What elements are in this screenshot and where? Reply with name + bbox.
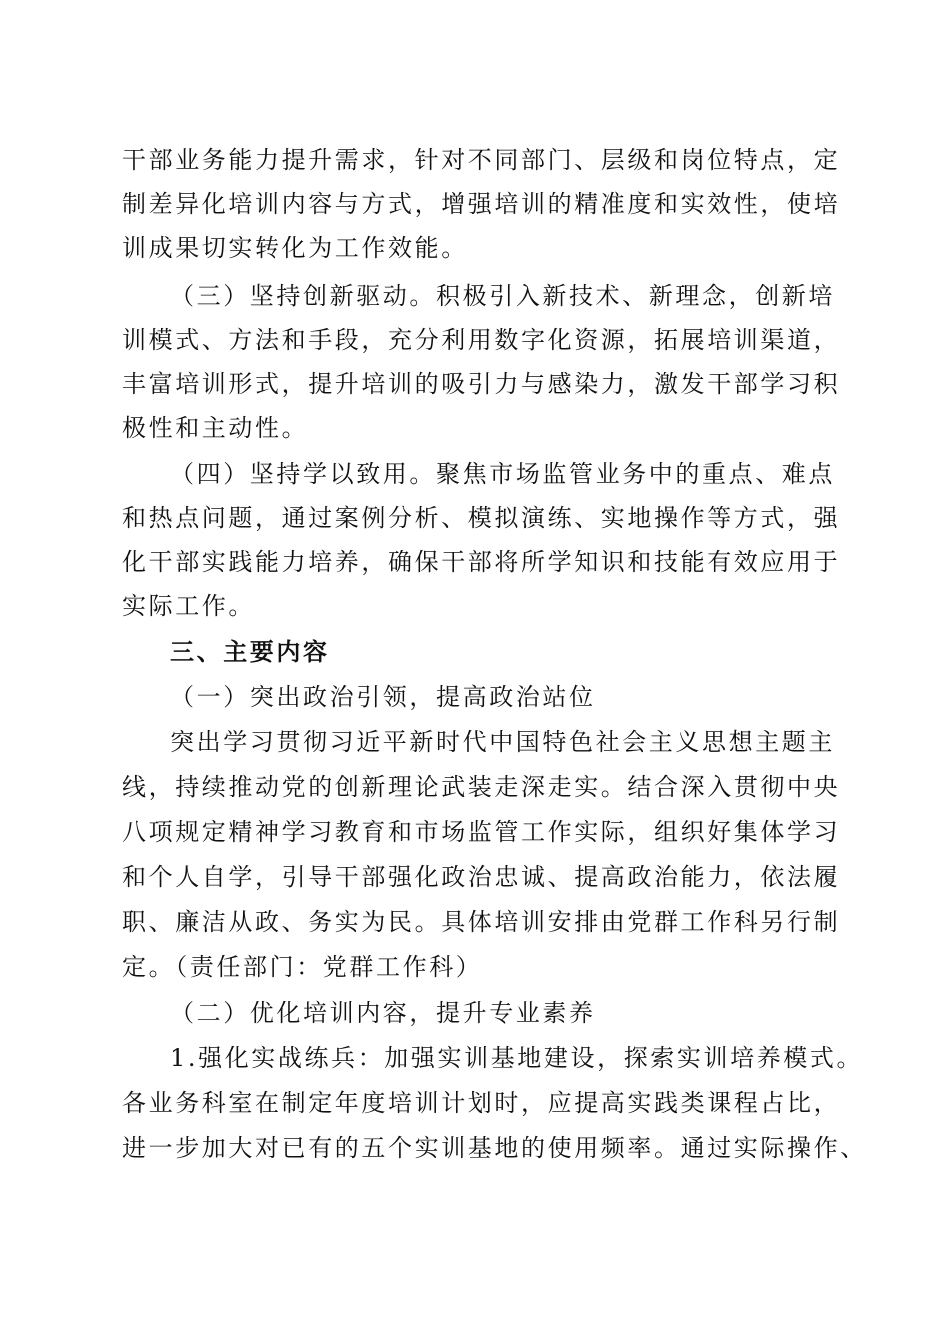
paragraph-line: 和个人自学，引导干部强化政治忠诚、提高政治能力，依法履 xyxy=(122,863,841,891)
paragraph-line: 化干部实践能力培养，确保干部将所学知识和技能有效应用于 xyxy=(122,548,841,576)
paragraph-line: 训模式、方法和手段，充分利用数字化资源，拓展培训渠道， xyxy=(122,326,841,354)
paragraph-line: 突出学习贯彻习近平新时代中国特色社会主义思想主题主 xyxy=(170,728,835,756)
paragraph-line: 干部业务能力提升需求，针对不同部门、层级和岗位特点，定 xyxy=(122,146,841,174)
paragraph-line: 实际工作。 xyxy=(122,592,255,620)
paragraph-line: 极性和主动性。 xyxy=(122,414,309,442)
paragraph-line: 八项规定精神学习教育和市场监管工作实际，组织好集体学习 xyxy=(122,818,841,846)
paragraph-line: 制差异化培训内容与方式，增强培训的精准度和实效性，使培 xyxy=(122,190,841,218)
paragraph-line: 定。（责任部门：党群工作科） xyxy=(122,953,483,981)
paragraph-line: 各业务科室在制定年度培训计划时，应提高实践类课程占比， xyxy=(122,1089,841,1117)
paragraph-line: 训成果切实转化为工作效能。 xyxy=(122,234,468,262)
paragraph-line: 职、廉洁从政、务实为民。具体培训安排由党群工作科另行制 xyxy=(122,908,841,936)
subsection-heading: （二）优化培训内容，提升专业素养 xyxy=(170,999,596,1027)
paragraph-line: （三）坚持创新驱动。积极引入新技术、新理念，创新培 xyxy=(170,282,835,310)
paragraph-line: 1.强化实战练兵：加强实训基地建设，探索实训培养模式。 xyxy=(170,1044,864,1072)
paragraph-line: （四）坚持学以致用。聚焦市场监管业务中的重点、难点 xyxy=(170,460,835,488)
section-heading: 三、主要内容 xyxy=(170,638,330,666)
paragraph-line: 进一步加大对已有的五个实训基地的使用频率。通过实际操作、 xyxy=(122,1134,867,1162)
subsection-heading: （一）突出政治引领，提高政治站位 xyxy=(170,683,596,711)
paragraph-line: 和热点问题，通过案例分析、模拟演练、实地操作等方式，强 xyxy=(122,504,841,532)
paragraph-line: 线，持续推动党的创新理论武装走深走实。结合深入贯彻中央 xyxy=(122,773,841,801)
paragraph-line: 丰富培训形式，提升培训的吸引力与感染力，激发干部学习积 xyxy=(122,370,841,398)
